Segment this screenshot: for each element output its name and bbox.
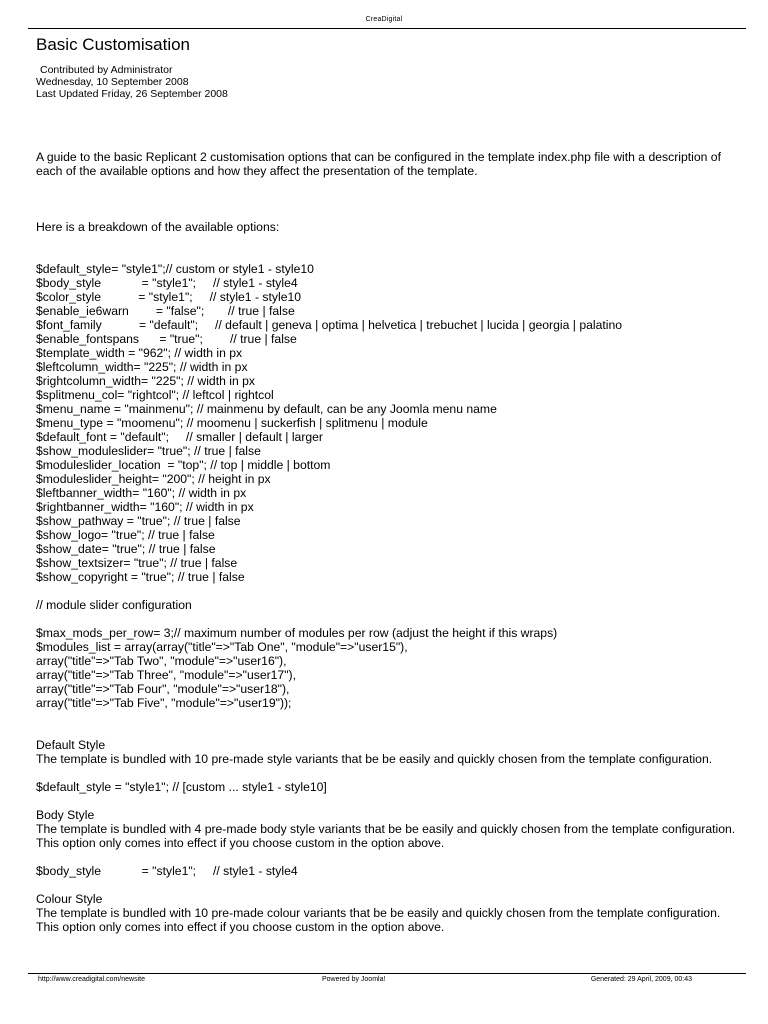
footer-url[interactable]: http://www.creadigital.com/newsite [38, 976, 145, 983]
option-line: $default_font = "default"; // smaller | default | larger [36, 430, 323, 444]
slider-config-line: array("title"=>"Tab Four", "module"=>"user18"), [36, 682, 290, 696]
section-default-style [36, 738, 736, 794]
contributed-by: Contributed by Administrator [40, 64, 173, 76]
option-line: $show_logo= "true"; // true | false [36, 528, 215, 542]
slider-config-line: array("title"=>"Tab Three", "module"=>"user17"), [36, 668, 296, 682]
option-line: $rightcolumn_width= "225"; // width in px [36, 374, 256, 388]
option-line: $enable_fontspans = "true"; // true | false [36, 332, 297, 346]
article [36, 34, 736, 934]
section-code: $default_style = "style1"; // [custom ... style1 - style10] [36, 780, 327, 794]
option-line: $leftcolumn_width= "225"; // width in px [36, 360, 248, 374]
footer-divider [28, 973, 746, 974]
header-divider [28, 28, 746, 29]
option-line: $splitmenu_col= "rightcol"; // leftcol | rightcol [36, 388, 274, 402]
option-line: $show_copyright = "true"; // true | false [36, 570, 245, 584]
options-list [36, 262, 736, 584]
section-body-style [36, 808, 736, 878]
article-title: Basic Customisation [36, 35, 191, 54]
section-heading: Body Style [36, 808, 95, 822]
option-line: $show_pathway = "true"; // true | false [36, 514, 241, 528]
section-heading: Default Style [36, 738, 106, 752]
article-meta [36, 64, 736, 100]
intro-paragraph: A guide to the basic Replicant 2 customisation options that can be configured in the template index.php file with a description of each of the available options and how they affect the presentation of the template. [36, 150, 721, 178]
last-updated: Last Updated Friday, 26 September 2008 [36, 88, 228, 100]
option-line: $enable_ie6warn = "false"; // true | false [36, 304, 295, 318]
footer-powered-by: Powered by Joomla! [322, 976, 386, 983]
slider-config-line: $max_mods_per_row= 3;// maximum number of modules per row (adjust the height if this wraps) [36, 626, 558, 640]
slider-config [36, 626, 736, 710]
section-heading: Colour Style [36, 892, 103, 906]
slider-config-line: array("title"=>"Tab Two", "module"=>"user16"), [36, 654, 287, 668]
slider-config-line: array("title"=>"Tab Five", "module"=>"user19")); [36, 696, 292, 710]
article-date: Wednesday, 10 September 2008 [36, 76, 189, 88]
section-code: $body_style = "style1"; // style1 - style4 [36, 864, 298, 878]
slider-comment: // module slider configuration [36, 598, 192, 612]
option-line: $body_style = "style1"; // style1 - style4 [36, 276, 298, 290]
slider-config-line: $modules_list = array(array("title"=>"Tab One", "module"=>"user15"), [36, 640, 408, 654]
section-body: The template is bundled with 10 pre-made colour variants that be be easily and quickly chosen from the template configuration. This option only comes into effect if you choose custom in the option above. [36, 906, 721, 934]
option-line: $moduleslider_height= "200"; // height in px [36, 472, 271, 486]
breakdown-heading: Here is a breakdown of the available options: [36, 220, 280, 234]
option-line: $show_textsizer= "true"; // true | false [36, 556, 238, 570]
option-line: $moduleslider_location = "top"; // top | middle | bottom [36, 458, 331, 472]
option-line: $font_family = "default"; // default | geneva | optima | helvetica | trebuchet | lucida | georgia | palatino [36, 318, 623, 332]
section-body: The template is bundled with 4 pre-made body style variants that be be easily and quickly chosen from the template configuration. This option only comes into effect if you choose custom in the option above. [36, 822, 736, 850]
footer-generated: Generated: 29 April, 2009, 00:43 [590, 976, 692, 983]
option-line: $rightbanner_width= "160"; // width in px [36, 500, 254, 514]
option-line: $color_style = "style1"; // style1 - style10 [36, 290, 302, 304]
option-line: $menu_name = "mainmenu"; // mainmenu by default, can be any Joomla menu name [36, 402, 497, 416]
option-line: $leftbanner_width= "160"; // width in px [36, 486, 247, 500]
option-line: $show_moduleslider= "true"; // true | false [36, 444, 261, 458]
section-body: The template is bundled with 10 pre-made style variants that be be easily and quickly chosen from the template configuration. [36, 752, 713, 766]
option-line: $template_width = "962"; // width in px [36, 346, 243, 360]
option-line: $default_style= "style1";// custom or style1 - style10 [36, 262, 314, 276]
option-line: $show_date= "true"; // true | false [36, 542, 216, 556]
site-header: CreaDigital [365, 16, 403, 23]
section-colour-style [36, 892, 736, 934]
option-line: $menu_type = "moomenu"; // moomenu | suckerfish | splitmenu | module [36, 416, 428, 430]
